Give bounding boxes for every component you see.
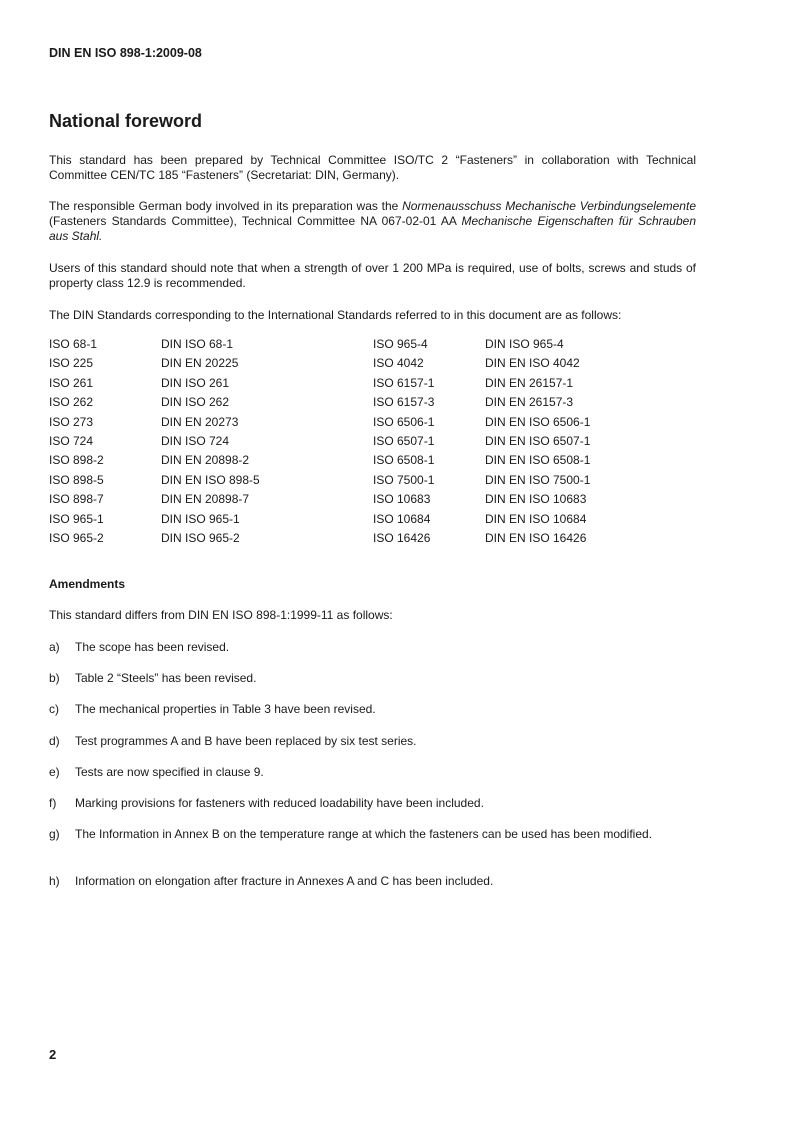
iso-standard-cell: ISO 262	[49, 395, 94, 410]
paragraph-responsible-body	[49, 199, 696, 244]
paragraph-text: (Fasteners Standards Committee), Technical Committee NA 067-02-01 AA	[49, 214, 462, 228]
amendment-text: Table 2 “Steels” has been revised.	[75, 671, 257, 685]
amendment-item	[49, 874, 696, 889]
iso-standard-cell: ISO 273	[49, 414, 94, 429]
amendment-item	[49, 827, 696, 842]
amendment-item	[49, 734, 696, 749]
amendment-text: Tests are now specified in clause 9.	[75, 765, 264, 779]
amendment-text: The mechanical properties in Table 3 have been revised.	[75, 702, 376, 716]
din-standard-cell: DIN EN 20273	[161, 414, 239, 429]
iso-standard-cell: ISO 261	[49, 375, 94, 390]
din-standard-cell: DIN EN ISO 898-5	[161, 472, 260, 487]
paragraph-italic: Normenausschuss Mechanische Verbindungselemente	[402, 199, 696, 213]
din-standard-cell: DIN EN ISO 16426	[485, 530, 587, 545]
amendment-letter: b)	[49, 671, 60, 685]
amendment-text: The Information in Annex B on the temperature range at which the fasteners can be used has been modified.	[75, 827, 653, 841]
paragraph-strength-note: Users of this standard should note that when a strength of over 1 200 MPa is required, use of bolts, screws and studs of property class 12.9 is recommended.	[49, 261, 696, 290]
din-standard-cell: DIN EN ISO 10683	[485, 492, 587, 507]
din-standard-cell: DIN EN ISO 10684	[485, 511, 587, 526]
iso-standard-cell: ISO 16426	[373, 530, 431, 545]
amendment-letter: a)	[49, 640, 60, 654]
din-standard-cell: DIN ISO 68-1	[161, 337, 234, 351]
page-number: 2	[49, 1047, 57, 1062]
iso-standard-cell: ISO 724	[49, 433, 94, 448]
reference-row	[49, 473, 695, 492]
iso-standard-cell: ISO 898-7	[49, 492, 104, 507]
din-standard-cell: DIN EN ISO 4042	[485, 356, 580, 371]
amendment-letter: c)	[49, 702, 59, 716]
amendment-text: The scope has been revised.	[75, 640, 230, 654]
amendment-text: Information on elongation after fracture in Annexes A and C has been included.	[75, 874, 494, 888]
iso-standard-cell: ISO 965-2	[49, 530, 104, 545]
amendments-heading: Amendments	[49, 577, 126, 591]
reference-row	[49, 453, 695, 472]
reference-row	[49, 512, 695, 531]
amendment-text: Test programmes A and B have been replaced by six test series.	[75, 734, 417, 748]
iso-standard-cell: ISO 898-5	[49, 472, 104, 487]
amendments-intro: This standard differs from DIN EN ISO 898-1:1999-11 as follows:	[49, 608, 393, 622]
din-standard-cell: DIN ISO 965-1	[161, 511, 240, 526]
reference-row	[49, 376, 695, 395]
din-standard-cell: DIN ISO 724	[161, 433, 230, 448]
amendment-text: Marking provisions for fasteners with reduced loadability have been included.	[75, 796, 484, 810]
reference-table	[49, 337, 695, 550]
iso-standard-cell: ISO 965-4	[373, 337, 428, 351]
document-id: DIN EN ISO 898-1:2009-08	[49, 46, 202, 60]
din-standard-cell: DIN EN 26157-1	[485, 375, 574, 390]
amendment-letter: f)	[49, 796, 57, 810]
iso-standard-cell: ISO 10683	[373, 492, 431, 507]
amendment-item	[49, 765, 696, 780]
paragraph-italic: Mechanische Eigenschaften für Schrauben aus Stahl.	[49, 214, 697, 243]
din-standard-cell: DIN EN 20898-7	[161, 492, 250, 507]
din-standard-cell: DIN EN ISO 7500-1	[485, 472, 591, 487]
din-standard-cell: DIN ISO 965-2	[161, 530, 240, 545]
amendment-item	[49, 702, 696, 717]
page-title: National foreword	[49, 111, 203, 131]
paragraph-text: The responsible German body involved in its preparation was the	[49, 199, 403, 213]
reference-row	[49, 434, 695, 453]
amendment-letter: e)	[49, 765, 60, 779]
iso-standard-cell: ISO 6506-1	[373, 414, 435, 429]
amendment-letter: h)	[49, 874, 60, 888]
iso-standard-cell: ISO 898-2	[49, 453, 104, 468]
din-standard-cell: DIN EN ISO 6507-1	[485, 433, 591, 448]
iso-standard-cell: ISO 6157-1	[373, 375, 435, 390]
amendment-item	[49, 640, 696, 655]
iso-standard-cell: ISO 6157-3	[373, 395, 435, 410]
din-standard-cell: DIN ISO 965-4	[485, 337, 564, 351]
din-standard-cell: DIN EN ISO 6506-1	[485, 414, 591, 429]
iso-standard-cell: ISO 4042	[373, 356, 424, 371]
amendment-letter: d)	[49, 734, 60, 748]
iso-standard-cell: ISO 965-1	[49, 511, 104, 526]
din-standard-cell: DIN EN 20898-2	[161, 453, 250, 468]
reference-row	[49, 395, 695, 414]
reference-row	[49, 356, 695, 375]
iso-standard-cell: ISO 68-1	[49, 337, 98, 351]
din-standard-cell: DIN ISO 262	[161, 395, 230, 410]
amendment-item	[49, 671, 696, 686]
din-standard-cell: DIN EN ISO 6508-1	[485, 453, 591, 468]
reference-row	[49, 531, 695, 550]
reference-row	[49, 492, 695, 511]
reference-row	[49, 415, 695, 434]
iso-standard-cell: ISO 225	[49, 356, 94, 371]
iso-standard-cell: ISO 6508-1	[373, 453, 435, 468]
din-standard-cell: DIN ISO 261	[161, 375, 230, 390]
amendment-letter: g)	[49, 827, 60, 841]
din-standard-cell: DIN EN 26157-3	[485, 395, 574, 410]
amendment-item	[49, 796, 696, 811]
reference-row	[49, 337, 695, 356]
iso-standard-cell: ISO 6507-1	[373, 433, 435, 448]
iso-standard-cell: ISO 10684	[373, 511, 431, 526]
iso-standard-cell: ISO 7500-1	[373, 472, 435, 487]
din-standard-cell: DIN EN 20225	[161, 356, 239, 371]
paragraph-committee: This standard has been prepared by Technical Committee ISO/TC 2 “Fasteners” in collaboration with Technical Committee CEN/TC 185 “Fasteners” (Secretariat: DIN, Germany).	[49, 153, 696, 182]
paragraph-din-standards: The DIN Standards corresponding to the International Standards referred to in this document are as follows:	[49, 308, 622, 322]
